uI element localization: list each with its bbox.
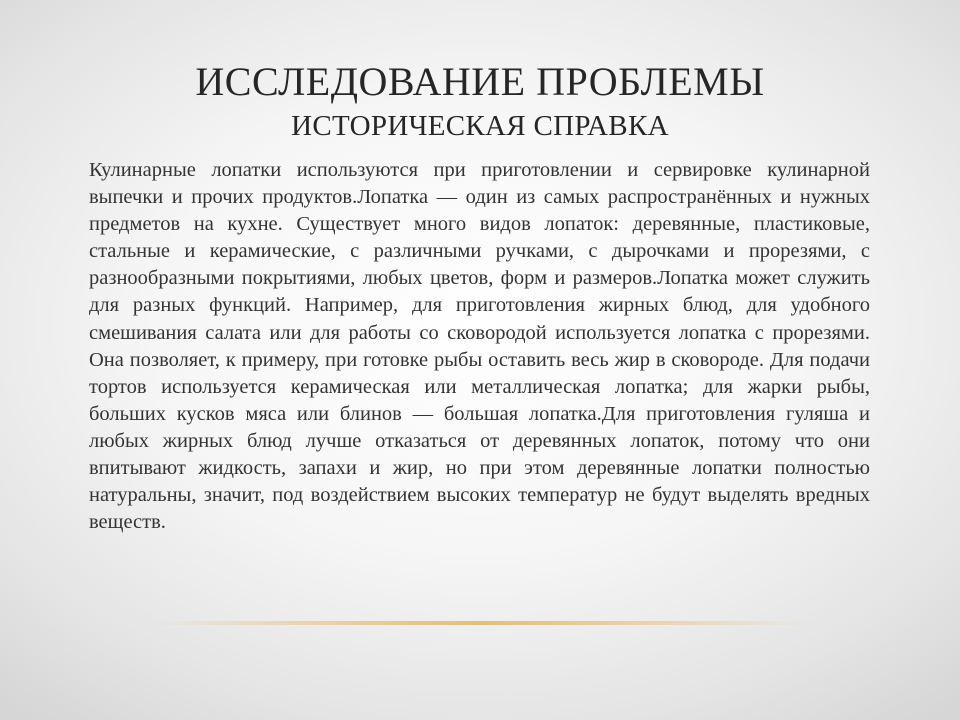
- slide-body-text: Кулинарные лопатки используются при приготовлении и сервировке кулинарной выпечки и прочих продуктов.Лопатка — один из самых распространённых и нужных предметов на кухне. Существует много видов лопаток: деревянные, пластиковые, стальные и керамические, с различными ручками, с дырочками и прорезями, с разнообразными покрытиями, любых цветов, форм и размеров.Лопатка может служить для разных функций. Например, для приготовления жирных блюд, для удобного смешивания салата или для работы со сковородой используется лопатка с прорезями. Она позволяет, к примеру, при готовке рыбы оставить весь жир в сковороде. Для подачи тортов используется керамическая или металлическая лопатка; для жарки рыбы, больших кусков мяса или блинов — большая лопатка.Для приготовления гуляша и любых жирных блюд лучше отказаться от деревянных лопаток, потому что они впитывают жидкость, запахи и жир, но при этом деревянные лопатки полностью натуральны, значит, под воздействием высоких температур не будут выделять вредных веществ.: [89, 159, 870, 534]
- decorative-divider: [150, 621, 810, 625]
- slide-subtitle: ИСТОРИЧЕСКАЯ СПРАВКА: [291, 110, 669, 142]
- slide-title: ИССЛЕДОВАНИЕ ПРОБЛЕМЫ: [195, 59, 765, 104]
